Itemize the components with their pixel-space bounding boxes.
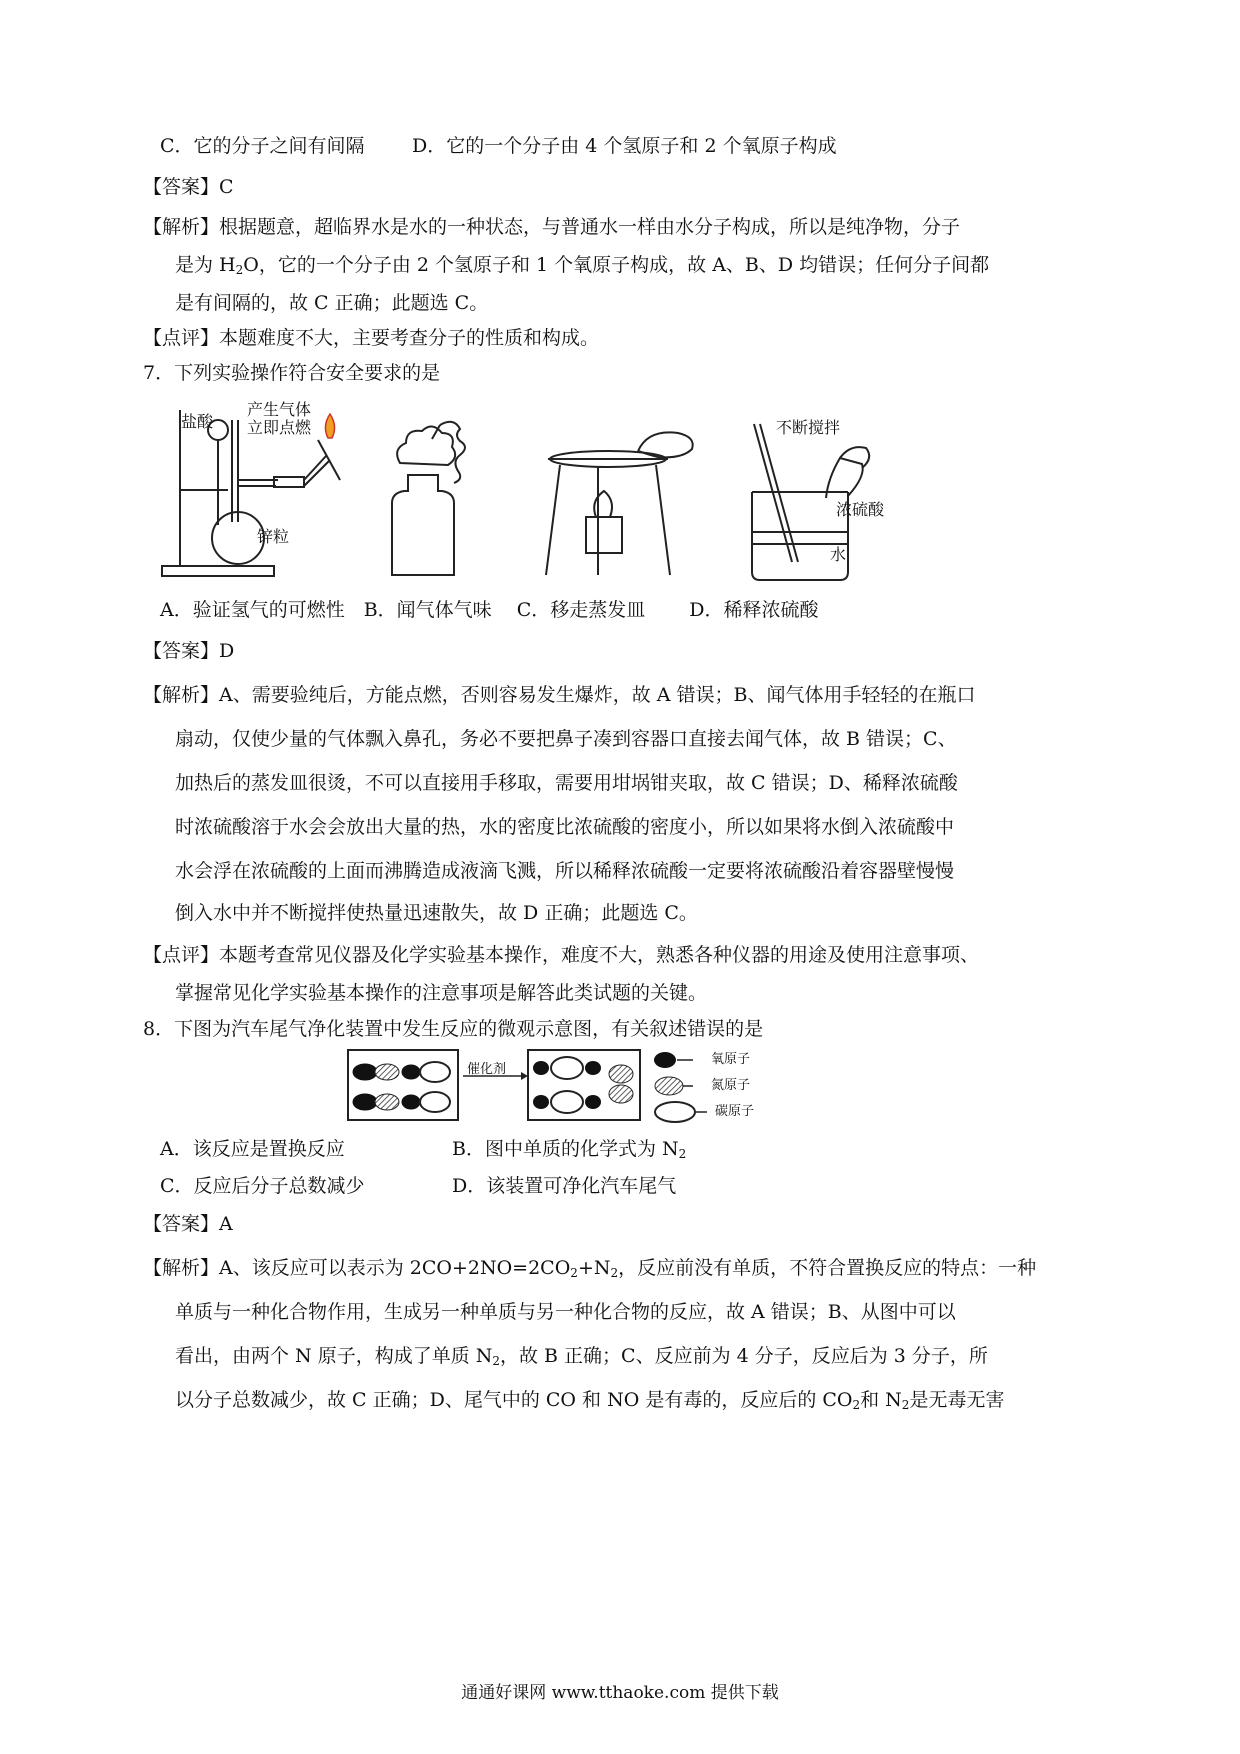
q8-analysis-line-4: 以分子总数减少，故 C 正确；D、尾气中的 CO 和 NO 是有毒的，反应后的 $CO_2$和 $N_2$是无毒无害 (175, 1389, 1005, 1412)
q8-legend-nitrogen: 氮原子 (711, 1078, 751, 1093)
fig-a-label-gas-2: 立即点燃 (247, 418, 312, 437)
q8-analysis-line-2: 单质与一种化合物作用，生成另一种单质与另一种化合物的反应，故 A 错误；B、从图中可以 (175, 1301, 956, 1323)
q6-answer: 【答案】C (143, 176, 234, 198)
q7-analysis-line-4: 时浓硫酸溶于水会会放出大量的热，水的密度比浓硫酸的密度小，所以如果将水倒入浓硫酸中 (175, 816, 955, 838)
q6-analysis-line-2: 是为 $H_2O$，它的一个分子由 2 个氢原子和 1 个氧原子构成，故 A、B、D 均错误；任何分子间都 (175, 254, 990, 277)
fig-a-label-zinc: 锌粒 (257, 527, 290, 546)
q8-answer: 【答案】A (143, 1213, 233, 1235)
figure-c-evaporating-dish (538, 425, 698, 583)
q6-option-d: D．它的一个分子由 4 个氢原子和 2 个氧原子构成 (412, 135, 837, 157)
q7-comment-line-2: 掌握常见化学实验基本操作的注意事项是解答此类试题的关键。 (175, 982, 708, 1004)
q7-analysis-line-3: 加热后的蒸发皿很烫，不可以直接用手移取，需要用坩埚钳夹取，故 C 错误；D、稀释浓硫酸 (175, 772, 958, 794)
fig-d-label-stir: 不断搅拌 (776, 418, 841, 437)
q7-analysis-line-1: 【解析】A、需要验纯后，方能点燃，否则容易发生爆炸，故 A 错误；B、闻气体用手轻轻的在瓶口 (143, 684, 976, 706)
fig-a-label-hcl: 盐酸 (181, 412, 214, 431)
q6-comment: 【点评】本题难度不大，主要考查分子的性质和构成。 (143, 327, 600, 349)
q7-comment-line-1: 【点评】本题考查常见仪器及化学实验基本操作，难度不大，熟悉各种仪器的用途及使用注意事项、 (143, 944, 980, 966)
q8-option-c: C．反应后分子总数减少 (160, 1175, 365, 1197)
q6-analysis-line-1: 【解析】根据题意，超临界水是水的一种状态，与普通水一样由水分子构成，所以是纯净物，分子 (143, 216, 961, 238)
q8-analysis-line-1: 【解析】A、该反应可以表示为 $2CO+2NO=2CO_2+N_2$，反应前没有单质，不符合置换反应的特点：一种 (143, 1257, 1037, 1280)
q7-stem: 7．下列实验操作符合安全要求的是 (143, 362, 441, 384)
q8-stem: 8．下图为汽车尾气净化装置中发生反应的微观示意图，有关叙述错误的是 (143, 1018, 764, 1040)
q7-analysis-line-2: 扇动，仅使少量的气体飘入鼻孔，务必不要把鼻子凑到容器口直接去闻气体，故 B 错误；C、 (175, 728, 957, 750)
fig-d-label-acid: 浓硫酸 (836, 500, 885, 519)
q7-analysis-line-6: 倒入水中并不断搅拌使热量迅速散失，故 D 正确；此题选 C。 (175, 902, 698, 924)
fig-d-label-water: 水 (830, 545, 847, 564)
q8-option-b: B．图中单质的化学式为 $N_2$ (452, 1138, 687, 1161)
fig-a-label-gas-1: 产生气体 (247, 400, 312, 419)
q8-option-d: D．该装置可净化汽车尾气 (452, 1175, 677, 1197)
q8-legend-carbon: 碳原子 (715, 1104, 755, 1119)
figure-b-smell-gas (380, 415, 485, 580)
q7-answer: 【答案】D (143, 640, 235, 662)
q7-options: A．验证氢气的可燃性 B．闻气体气味 C．移走蒸发皿 D．稀释浓硫酸 (160, 599, 819, 621)
q8-analysis-line-3: 看出，由两个 N 原子，构成了单质 $N_2$，故 B 正确；C、反应前为 4 分子，反应后为 3 分子，所 (175, 1345, 988, 1368)
q8-legend-oxygen: 氧原子 (711, 1052, 751, 1067)
q8-option-a: A．该反应是置换反应 (160, 1138, 345, 1160)
q6-option-c: C．它的分子之间有间隔 (160, 135, 365, 157)
q6-analysis-line-3: 是有间隔的，故 C 正确；此题选 C。 (175, 292, 489, 314)
q7-analysis-line-5: 水会浮在浓硫酸的上面而沸腾造成液滴飞溅，所以稀释浓硫酸一定要将浓硫酸沿着容器壁慢慢 (175, 860, 955, 882)
q8-catalyst-label: 催化剂 (467, 1062, 507, 1077)
page-footer: 通通好课网 www.tthaoke.com 提供下载 (461, 1683, 779, 1703)
